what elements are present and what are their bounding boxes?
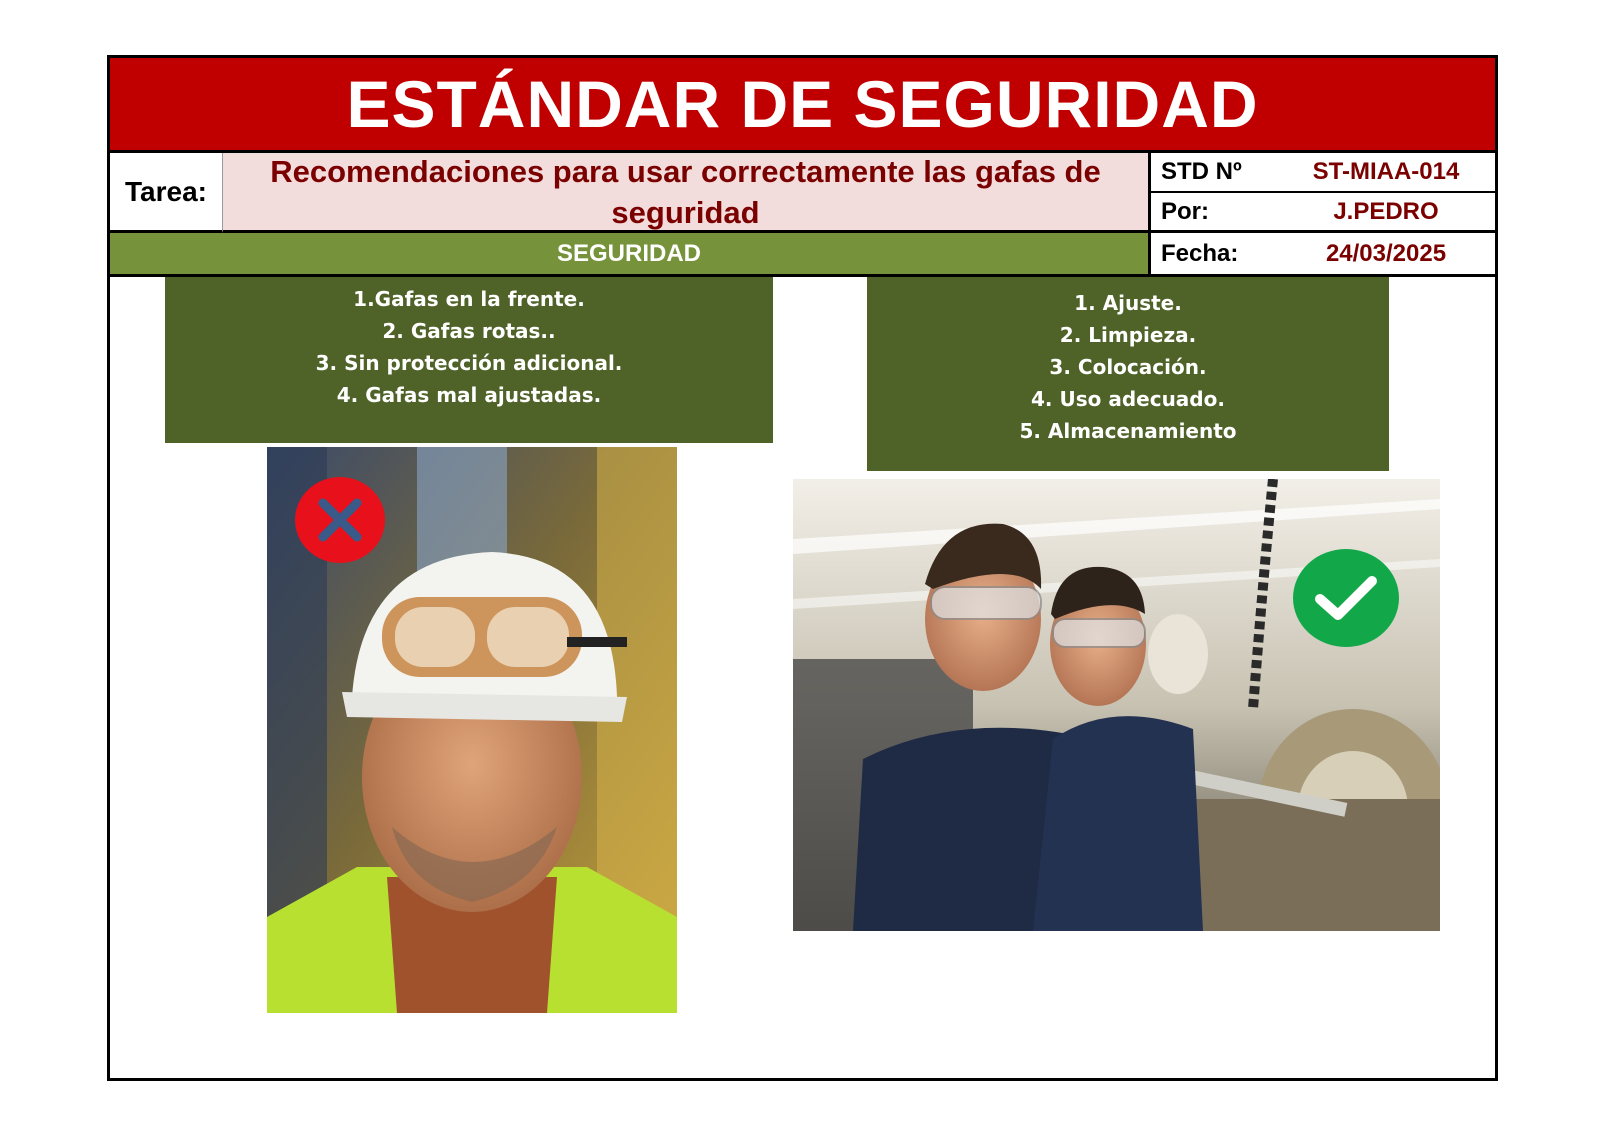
section-title: SEGURIDAD (110, 233, 1148, 277)
author-label: Por: (1161, 197, 1209, 225)
task-description: Recomendaciones para usar correctamente las gafas de seguridad (223, 153, 1148, 233)
list-item: 5. Almacenamiento (1019, 419, 1237, 443)
std-number-row (1148, 153, 1495, 193)
incorrect-practices-list (165, 277, 773, 443)
list-item: 4. Uso adecuado. (1031, 387, 1225, 411)
list-item: 3. Colocación. (1049, 355, 1207, 379)
incorrect-badge (295, 477, 385, 563)
std-number-value: ST-MIAA-014 (1312, 158, 1460, 185)
task-label: Tarea: (110, 153, 223, 233)
header-banner (110, 58, 1495, 153)
list-item: 2. Limpieza. (1059, 323, 1197, 347)
list-item: 3. Sin protección adicional. (315, 351, 623, 375)
correct-badge (1293, 549, 1399, 647)
list-item: 1. Ajuste. (1074, 291, 1182, 315)
list-item: 1.Gafas en la frente. (353, 287, 585, 311)
author-value: J.PEDRO (1333, 197, 1439, 225)
date-row (1148, 233, 1495, 277)
correct-practices-list (867, 277, 1389, 471)
x-mark-icon (317, 497, 363, 543)
workers-with-safety-glasses-image (793, 479, 1440, 931)
safety-standard-sheet (107, 55, 1498, 1081)
page-title: ESTÁNDAR DE SEGURIDAD (346, 67, 1259, 141)
check-mark-icon (1314, 573, 1378, 623)
date-label: Fecha: (1161, 239, 1239, 267)
correct-usage-photo (793, 479, 1440, 931)
author-row (1148, 193, 1495, 233)
list-item: 4. Gafas mal ajustadas. (336, 383, 602, 407)
date-value: 24/03/2025 (1325, 239, 1447, 267)
incorrect-usage-photo (267, 443, 677, 1013)
std-number-label: STD Nº (1161, 158, 1242, 185)
list-item: 2. Gafas rotas.. (382, 319, 556, 343)
